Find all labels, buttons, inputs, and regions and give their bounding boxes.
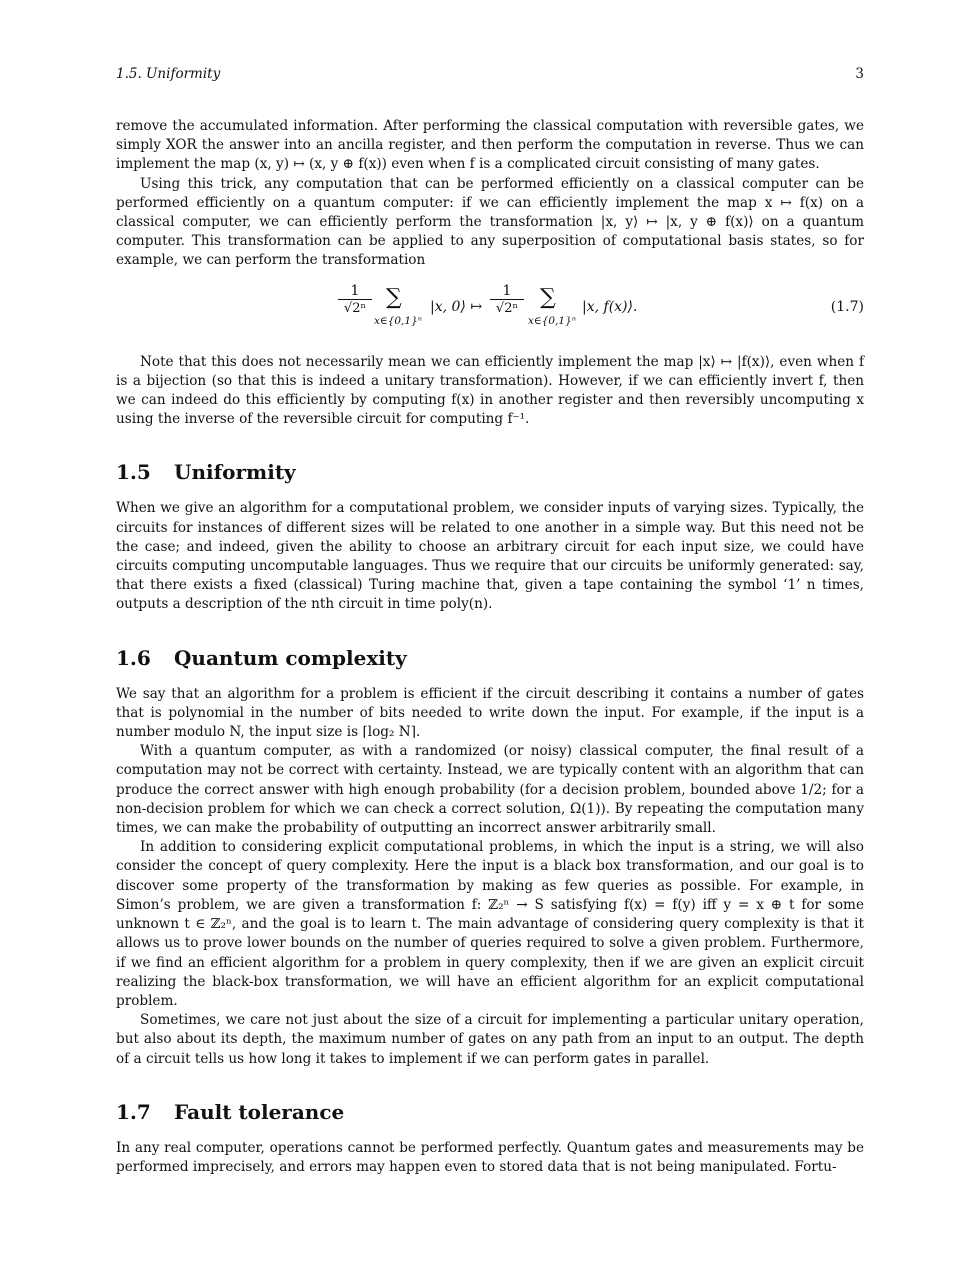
paragraph: We say that an algorithm for a problem is efficient if the circuit describing it contains a number of gates that is polynomial in the number of bits needed to write down the input. For example, if the input is a number modulo N, the input size is ⌈log₂ N⌉.	[116, 685, 864, 741]
equation-expression	[338, 282, 678, 341]
section-1-7	[116, 1099, 864, 1177]
running-header	[116, 66, 864, 84]
fraction-denominator: √2ⁿ	[495, 300, 519, 316]
section-heading	[116, 645, 864, 671]
fraction-numerator: 1	[490, 283, 524, 300]
sum-symbol-right: ∑	[540, 284, 556, 310]
section-title: Uniformity	[174, 460, 296, 485]
paragraph: With a quantum computer, as with a randomized (or noisy) classical computer, the final result of a computation may not be correct with certainty. Instead, we are typically content with an algorithm that can produce the correct answer with high enough probability (for a decision problem, bounded above 1/2; for a non-decision problem for which we can check a correct solution, Ω(1)). By repeating the computation many times, we can make the probability of outputting an incorrect answer arbitrarily small.	[116, 743, 864, 837]
paragraph: When we give an algorithm for a computational problem, we consider inputs of varying sizes. Typically, the circuits for instances of different sizes will be related to one another in a simple way. But this need not be the case; and indeed, given the ability to choose an arbitrary circuit for each input size, we could have circuits computing uncomputable languages. Thus we require that our circuits be uniformly generated: say, that there exists a fixed (classical) Turing machine that, given a tape containing the symbol ‘1’ n times, outputs a description of the nth circuit in time poly(n).	[116, 500, 864, 613]
lhs-ket: |x, 0⟩ ↦	[430, 298, 483, 315]
section-1-5	[116, 459, 864, 614]
paragraph: Note that this does not necessarily mean we can efficiently implement the map |x⟩ ↦ |f(x)⟩, even when f is a bijection (so that this is indeed a unitary transformation). However, if we can efficiently invert f, then we can indeed do this efficiently by computing f(x) in another register and then reversibly uncomputing x using the inverse of the reversible circuit for computing f⁻¹.	[116, 353, 864, 428]
paragraph: remove the accumulated information. After performing the classical computation with reversible gates, we simply XOR the answer into an ancilla register, and then perform the computation in reverse. Thus we can implement the map (x, y) ↦ (x, y ⊕ f(x)) even when f is a complicated circuit consisting of many gates.	[116, 118, 864, 173]
fraction-left	[338, 283, 372, 317]
paragraph: Sometimes, we care not just about the size of a circuit for implementing a particular unitary operation, but also about its depth, the maximum number of gates on any path from an input to an output. The depth of a circuit tells us how long it takes to implement if we can perform gates in parallel.	[116, 1012, 864, 1067]
section-number: 1.5	[116, 460, 151, 485]
rhs-ket: |x, f(x)⟩.	[582, 298, 638, 315]
section-number: 1.7	[116, 1099, 151, 1124]
sum-index-right: x∈{0,1}ⁿ	[528, 314, 577, 327]
body-text	[116, 117, 864, 1177]
paragraph: In addition to considering explicit computational problems, in which the input is a string, we will also consider the concept of query complexity. Here the input is a black box transformation, and our goal is to discover some property of the transformation by making as few queries as possible. For example, in Simon’s problem, we are given a transformation f: ℤ₂ⁿ → S satisfying f(x) = f(y) iff y = x ⊕ t for some unknown t ∈ ℤ₂ⁿ, and the goal is to learn t. The main advantage of considering query complexity is that it allows us to prove lower bounds on the number of queries required to solve a given problem. Furthermore, if we find an efficient algorithm for a problem in query complexity, then if we are given an explicit circuit realizing the black-box transformation, we will have an efficient algorithm for an explicit computational problem.	[116, 839, 864, 1009]
section-title: Fault tolerance	[174, 1099, 345, 1124]
page-number: 3	[855, 66, 864, 82]
sum-symbol-left: ∑	[386, 284, 402, 310]
paragraph: In any real computer, operations cannot be performed perfectly. Quantum gates and measurements may be performed imprecisely, and errors may happen even to stored data that is not being manipulated. Fortu-	[116, 1139, 864, 1175]
section-1-6	[116, 645, 864, 1069]
fraction-denominator: √2ⁿ	[343, 300, 367, 316]
section-heading	[116, 1099, 864, 1125]
fraction-numerator: 1	[338, 283, 372, 300]
section-title: Quantum complexity	[174, 645, 407, 670]
equation-1-7	[116, 282, 864, 341]
paragraph: Using this trick, any computation that can be performed efficiently on a classical computer can be performed efficiently on a quantum computer: if we can efficiently implement the map x ↦ f(x) on a classical computer, we can efficiently perform the transformation |x, y⟩ ↦ |x, y ⊕ f(x)⟩ on a quantum computer. This transformation can be applied to any superposition of computational basis states, so for example, we can perform the transformation	[116, 175, 864, 269]
sum-index-left: x∈{0,1}ⁿ	[374, 314, 423, 327]
running-header-section: 1.5. Uniformity	[116, 66, 221, 82]
equation-number: (1.7)	[830, 298, 864, 315]
section-heading	[116, 459, 864, 485]
fraction-right	[490, 283, 524, 317]
section-number: 1.6	[116, 645, 151, 670]
